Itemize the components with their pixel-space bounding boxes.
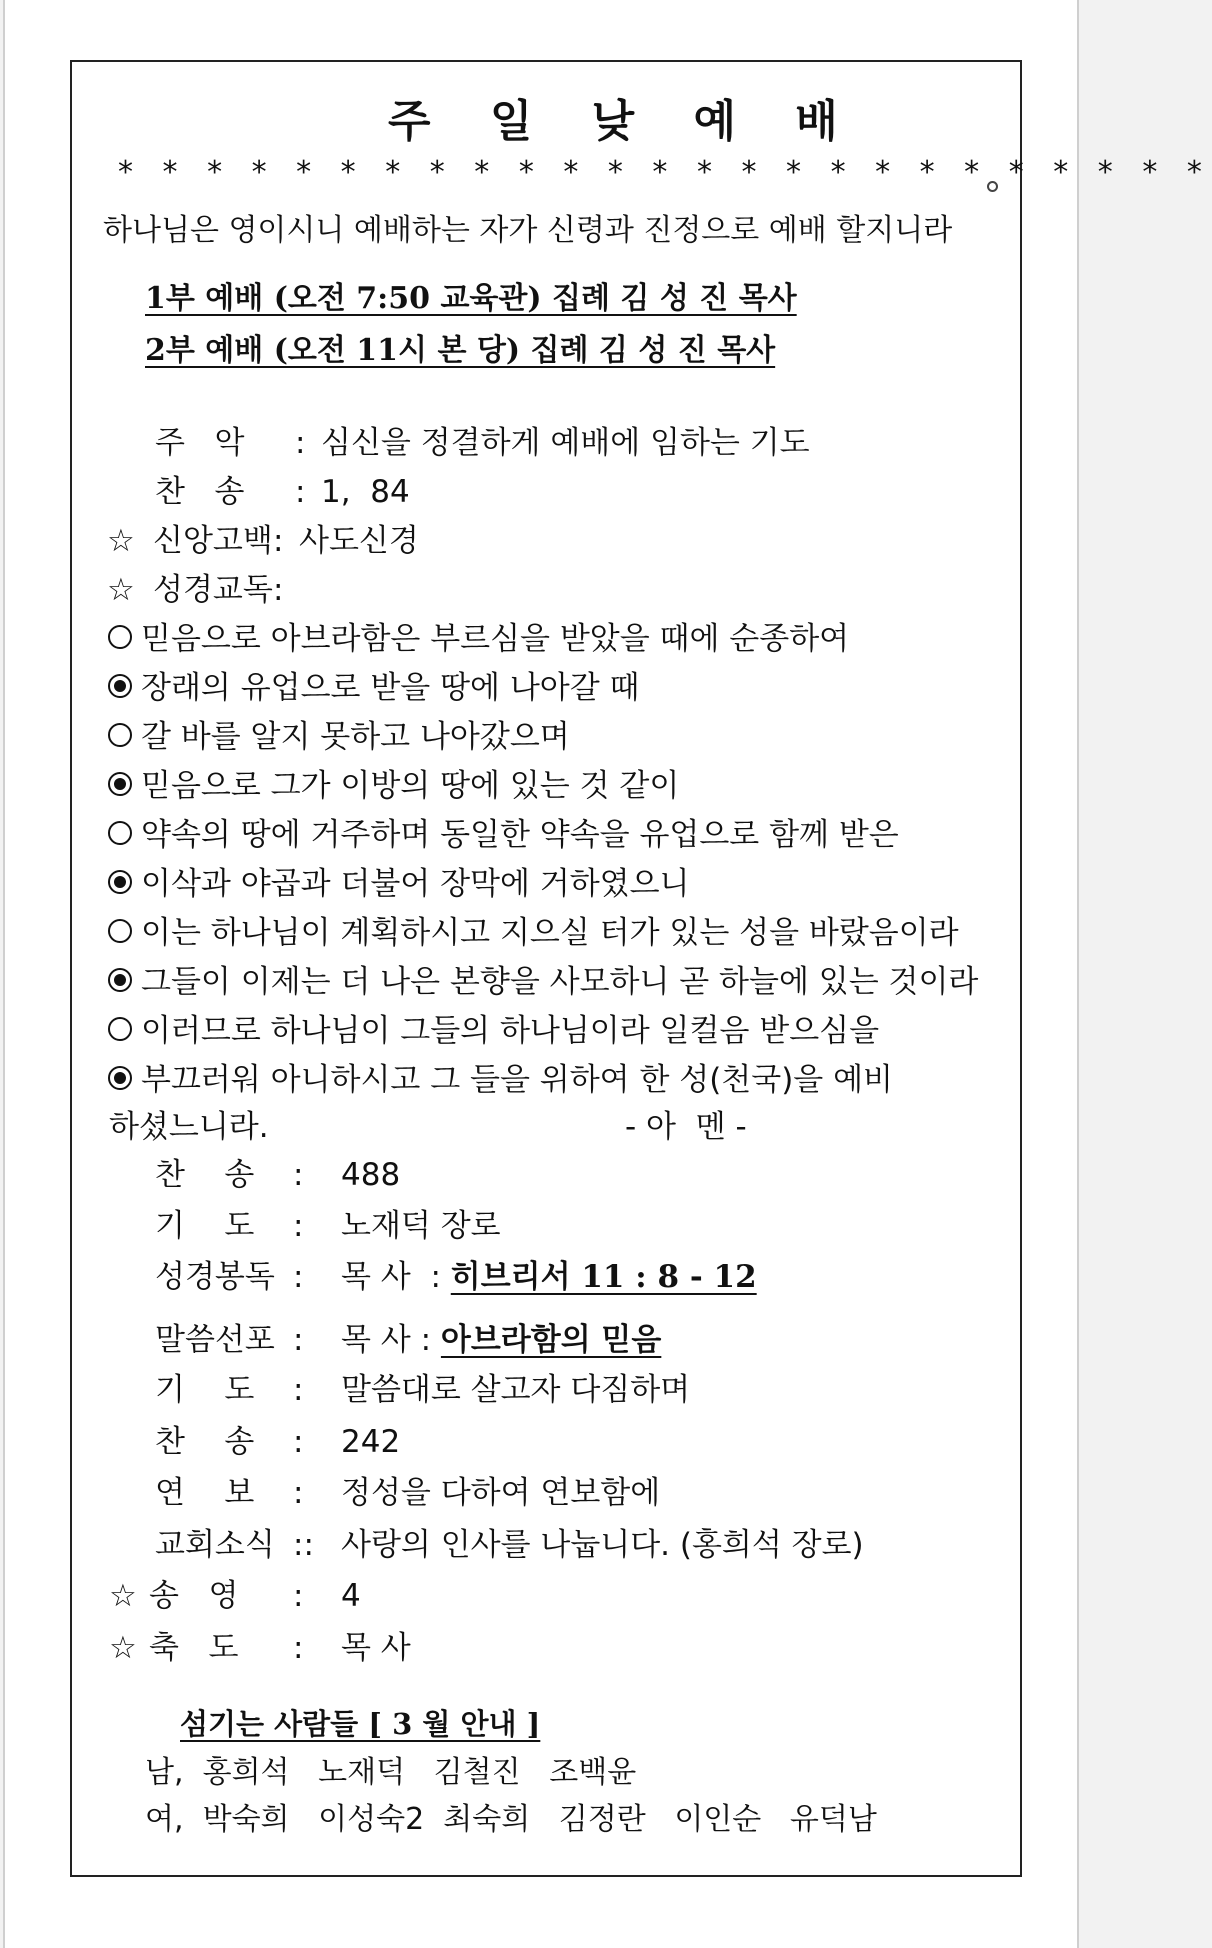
filled-circle-icon [107, 771, 133, 797]
open-circle-icon [107, 722, 133, 748]
order-colon: : [293, 1322, 304, 1358]
order-label: 송 영 [149, 1578, 239, 1614]
filled-circle-icon [107, 1065, 133, 1091]
open-circle-icon [107, 1016, 133, 1042]
order-label: 축 도 [149, 1630, 239, 1666]
order-colon: : [273, 523, 284, 559]
order-item [155, 474, 410, 510]
star-icon: ☆ [109, 1630, 137, 1666]
filled-circle-icon [107, 869, 133, 895]
order-value: 1, 84 [321, 474, 410, 510]
reading-line: 이삭과 야곱과 더불어 장막에 거하였으니 [141, 866, 690, 902]
reading-line: 약속의 땅에 거주하며 동일한 약속을 유업으로 함께 받은 [141, 817, 899, 853]
filled-circle-icon [107, 967, 133, 993]
scripture-reference: 히브리서 11 : 8 - 12 [450, 1259, 757, 1295]
order-label: 기 도 [155, 1372, 255, 1408]
order-item [155, 1372, 691, 1408]
star-icon: ☆ [109, 1578, 137, 1614]
reading-line: 부끄러워 아니하시고 그 들을 위하여 한 성(천국)을 예비 [141, 1062, 893, 1098]
order-item [107, 523, 419, 559]
star-icon: ☆ [107, 572, 135, 608]
order-label: 신앙고백 [153, 523, 273, 559]
order-label: 찬 송 [155, 1424, 255, 1460]
order-colon: : [293, 1259, 304, 1295]
open-circle-icon [107, 820, 133, 846]
reading-end: 하셨느니라. [109, 1109, 269, 1145]
order-label: 교회소식 [155, 1527, 275, 1563]
reading-line: 그들이 이제는 더 나은 본향을 사모하니 곧 하늘에 있는 것이라 [141, 964, 979, 1000]
order-colon: : [293, 1424, 304, 1460]
servers-men: 남, 홍희석 노재덕 김철진 조백윤 [145, 1755, 637, 1790]
star-icon: ☆ [107, 523, 135, 559]
reading-line: 장래의 유업으로 받을 땅에 나아갈 때 [141, 670, 640, 706]
order-value: 488 [341, 1157, 401, 1193]
filled-circle-icon [107, 673, 133, 699]
order-item [155, 1259, 757, 1295]
amen: - 아 멘 - [625, 1109, 747, 1145]
servers-heading: 섬기는 사람들 [ 3 월 안내 ] [180, 1707, 541, 1741]
order-colon: : [293, 1157, 304, 1193]
scripture-verse: 하나님은 영이시니 예배하는 자가 신령과 진정으로 예배 할지니라 [103, 213, 953, 248]
order-item [109, 1578, 361, 1614]
order-value: 정성을 다하여 연보함에 [341, 1475, 661, 1511]
order-value: 목 사 [341, 1630, 411, 1666]
order-prefix: 목 사 : [341, 1322, 432, 1358]
order-label: 찬 송 [155, 474, 245, 510]
star-divider: * * * * * * * * * * * * * * * * * * * * * * * * * [118, 155, 1212, 190]
order-item [155, 1322, 662, 1358]
open-circle-icon [107, 624, 133, 650]
order-value: 노재덕 장로 [341, 1208, 501, 1244]
order-item [155, 1527, 864, 1563]
order-label: 연 보 [155, 1475, 255, 1511]
page-title: 주 일 낮 예 배 [388, 96, 860, 147]
order-label: 성경봉독 [155, 1259, 275, 1295]
service-2: 2부 예배 (오전 11시 본 당) 집례 김 성 진 목사 [145, 333, 776, 368]
order-prefix: 목 사 : [341, 1259, 441, 1295]
order-item [155, 1157, 401, 1193]
order-label: 찬 송 [155, 1157, 255, 1193]
order-value: 242 [341, 1424, 401, 1460]
order-colon: : [293, 1372, 304, 1408]
order-item [155, 1475, 661, 1511]
sermon-title: 아브라함의 믿음 [440, 1322, 662, 1358]
reading-line: 믿음으로 아브라함은 부르심을 받았을 때에 순종하여 [141, 621, 850, 657]
order-item [155, 1208, 501, 1244]
order-colon: : [293, 1208, 304, 1244]
order-item [155, 425, 810, 461]
servers-women: 여, 박숙희 이성숙2 최숙희 김정란 이인순 유덕남 [145, 1802, 877, 1837]
service-1: 1부 예배 (오전 7:50 교육관) 집례 김 성 진 목사 [145, 281, 797, 316]
order-colon: : [295, 474, 306, 510]
order-label: 성경교독 [153, 572, 273, 608]
reading-line: 이는 하나님이 계획하시고 지으실 터가 있는 성을 바랐음이라 [141, 915, 959, 951]
order-value: 4 [341, 1578, 361, 1614]
reading-line: 믿음으로 그가 이방의 땅에 있는 것 같이 [141, 768, 680, 804]
order-value: 심신을 정결하게 예배에 임하는 기도 [321, 425, 810, 461]
order-colon: : [293, 1578, 304, 1614]
order-item [155, 1424, 401, 1460]
order-colon: : [295, 425, 306, 461]
order-value: 사도신경 [299, 523, 419, 559]
order-value: 말씀대로 살고자 다짐하며 [341, 1372, 691, 1408]
order-colon: : [293, 1475, 304, 1511]
order-label: 주 악 [155, 425, 245, 461]
order-item [107, 572, 284, 608]
reading-line: 갈 바를 알지 못하고 나아갔으며 [141, 719, 570, 755]
order-value: 사랑의 인사를 나눕니다. (홍희석 장로) [341, 1527, 864, 1563]
bulletin-page [3, 0, 1212, 1948]
order-colon: :: [293, 1527, 314, 1563]
order-colon: : [293, 1630, 304, 1666]
order-colon: : [273, 572, 284, 608]
order-item [109, 1630, 411, 1666]
order-label: 기 도 [155, 1208, 255, 1244]
order-label: 말씀선포 [155, 1322, 275, 1358]
reading-line: 이러므로 하나님이 그들의 하나님이라 일컬음 받으심을 [141, 1013, 880, 1049]
open-circle-icon [107, 918, 133, 944]
